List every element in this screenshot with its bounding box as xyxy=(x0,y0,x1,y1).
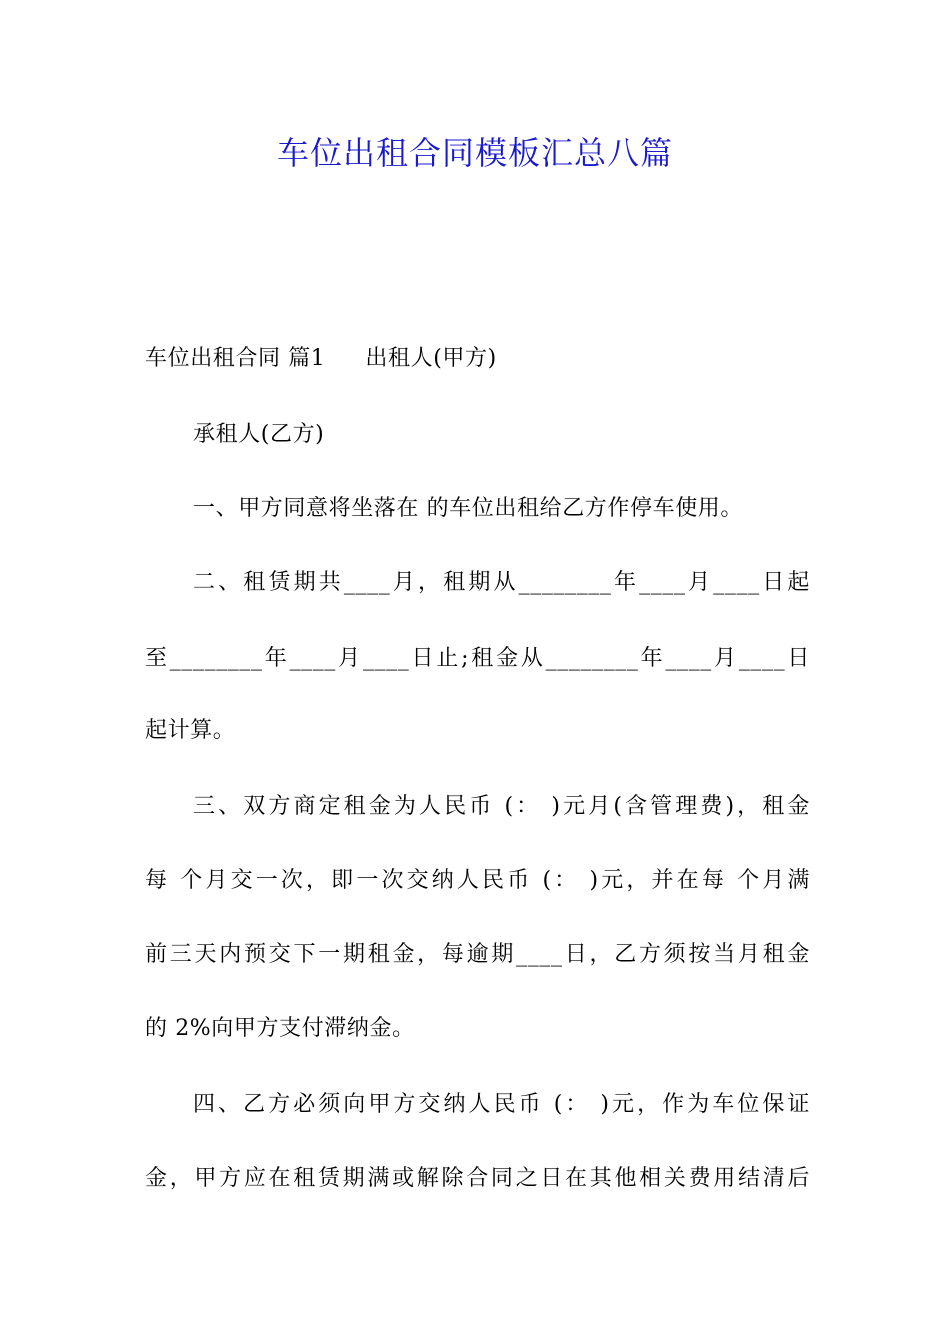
document-title: 车位出租合同模板汇总八篇 xyxy=(276,134,673,172)
clause-2-line-3: 起计算。 xyxy=(145,718,236,743)
clause-4-line-2: 金，甲方应在租赁期满或解除合同之日在其他相关费用结清后 xyxy=(145,1166,810,1191)
clause-4-line-1: 四、乙方必须向甲方交纳人民币 (： )元，作为车位保证 xyxy=(193,1092,810,1117)
clause-3-line-3: 前三天内预交下一期租金，每逾期____日，乙方须按当月租金 xyxy=(145,942,810,967)
contract-heading-line xyxy=(145,344,810,374)
lessee-label: 承租人(乙方) xyxy=(193,422,325,447)
contract-heading: 车位出租合同 篇1 xyxy=(145,346,326,371)
clause-1: 一、甲方同意将坐落在 的车位出租给乙方作停车使用。 xyxy=(193,496,743,521)
lessor-label: 出租人(甲方) xyxy=(365,346,497,371)
clause-3-line-1: 三、双方商定租金为人民币 (： )元月(含管理费)，租金 xyxy=(193,794,810,819)
clause-3-line-2: 每 个月交一次，即一次交纳人民币 (： )元，并在每 个月满 xyxy=(145,868,810,893)
clause-2-line-2: 至________年____月____日止;租金从________年____月____日 xyxy=(145,646,810,671)
clause-2-line-1: 二、租赁期共____月，租期从________年____月____日起 xyxy=(193,570,810,595)
clause-3-line-4: 的 2%向甲方支付滞纳金。 xyxy=(145,1016,415,1041)
